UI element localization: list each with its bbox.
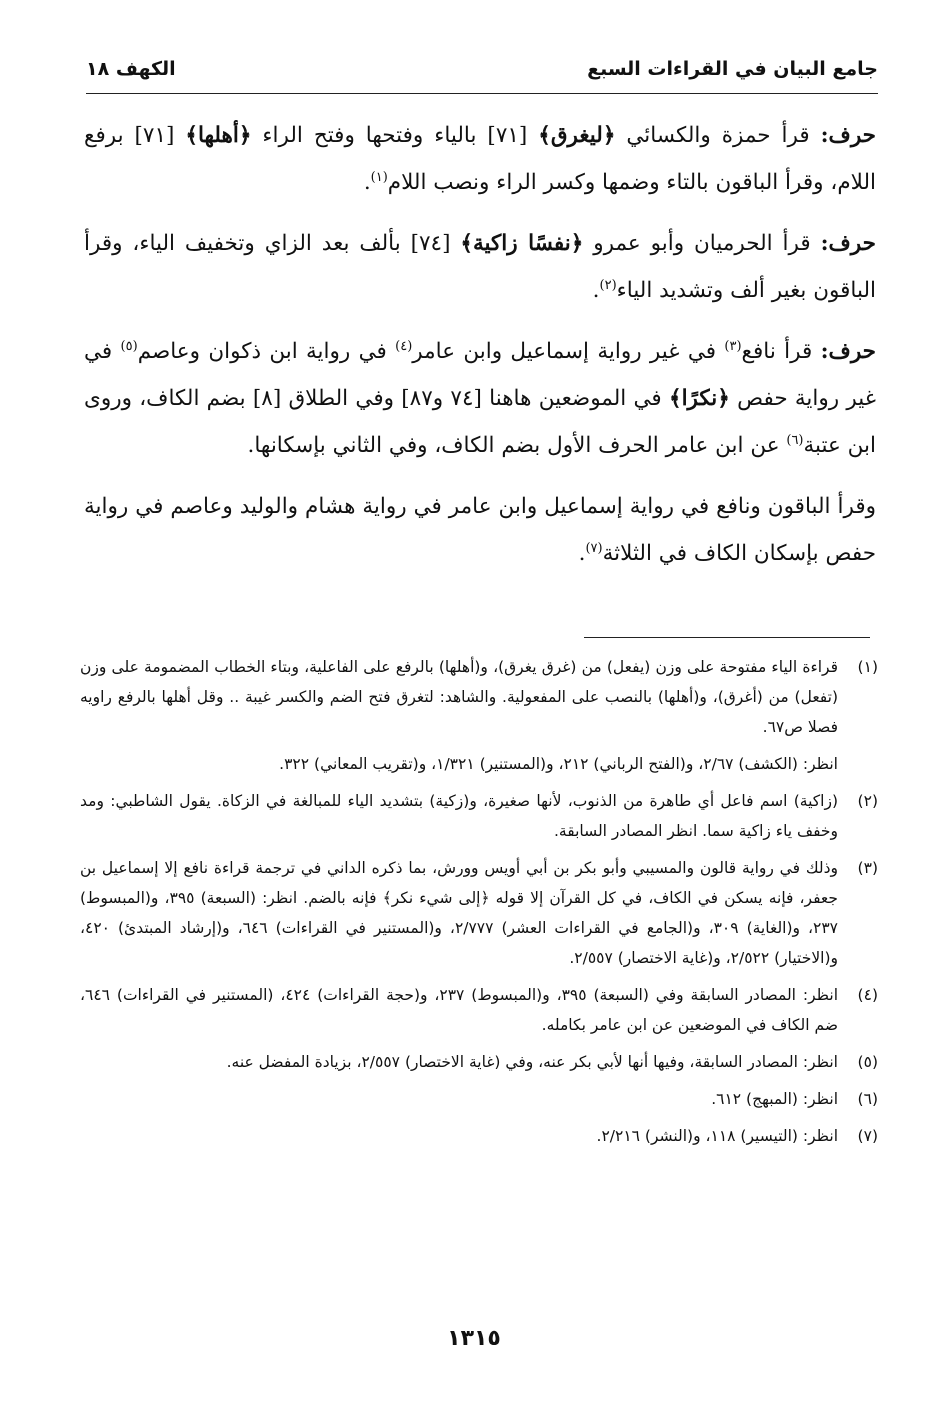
quran-word: ﴿ليغرق﴾ [538, 123, 616, 148]
book-title: جامع البيان في القراءات السبع [587, 58, 878, 80]
footnote-number: (٥) [857, 1053, 878, 1071]
section-label: الكهف ١٨ [86, 58, 176, 80]
footnote-text: انظر: (الكشف) ٢/٦٧، و(الفتح الرباني) ٢١٢، و(المستنير) ١/٣٢١، و(تقريب المعاني) ٣٢٢. [279, 755, 838, 773]
running-header [86, 52, 878, 92]
text-run: . [363, 170, 371, 195]
quran-word: ﴿نفسًا زاكية﴾ [460, 231, 584, 256]
harf-label: حرف: [820, 339, 876, 364]
footnote-text: انظر: (التيسير) ١١٨، و(النشر) ٢/٢١٦. [596, 1127, 838, 1145]
footnotes [80, 652, 878, 1158]
harf-label: حرف: [820, 231, 876, 256]
footnote-ref: (٣) [724, 338, 742, 354]
quran-word: ﴿نكرًا﴾ [668, 386, 730, 411]
footnote-text: (زاكية) اسم فاعل أي طاهرة من الذنوب، لأنها صغيرة، و(زكية) بتشديد الياء للمبالغة في الزكاة. يقول الشاطبي: ومد وخفف ياء زاكية سما. انظر المصادر السابقة. [80, 792, 838, 840]
text-run: قرأ نافع [741, 339, 821, 364]
paragraph [84, 220, 876, 314]
text-run: [٧١] بالياء وفتحها وفتح الراء [251, 123, 539, 148]
text-run: عن ابن عامر الحرف الأول بضم الكاف، وفي الثاني بإسكانها. [247, 433, 787, 458]
footnote [80, 652, 878, 742]
footnote [80, 853, 878, 973]
footnote-number: (٧) [857, 1127, 878, 1145]
page-number: ١٣١٥ [447, 1326, 501, 1351]
footnote-number: (٦) [857, 1090, 878, 1108]
text-run: . [578, 541, 586, 566]
text-run: [٧١] برفع اللام، وقرأ الباقون بالتاء وضمها وكسر الراء ونصب اللام [84, 123, 876, 195]
paragraph [84, 483, 876, 577]
footnote [80, 1047, 878, 1077]
footnote-number: (٢) [857, 792, 878, 810]
footnote-ref: (٥) [120, 338, 138, 354]
footnote-number: (٤) [857, 986, 878, 1004]
footnote-text: انظر: المصادر السابقة وفي (السبعة) ٣٩٥، و(المبسوط) ٢٣٧، و(حجة القراءات) ٤٢٤، (المستنير في القراءات) ٦٤٦، ضم الكاف في الموضعين عن ابن عامر بكامله. [80, 986, 838, 1034]
footnote-number: (١) [857, 658, 878, 676]
quran-word: ﴿أهلها﴾ [185, 123, 252, 148]
footnote [80, 1084, 878, 1114]
footnote [80, 1121, 878, 1151]
text-run: في رواية ابن ذكوان وعاصم [137, 339, 396, 364]
harf-label: حرف: [820, 123, 876, 148]
text-run: [٧٤] بألف بعد الزاي وتخفيف الياء، وقرأ الباقون بغير ألف وتشديد الياء [84, 231, 876, 303]
footnote [80, 749, 878, 779]
footnote-ref: (٧) [585, 540, 603, 556]
text-run: وقرأ الباقون ونافع في رواية إسماعيل وابن عامر في رواية هشام والوليد وعاصم في رواية حفص بإسكان الكاف في الثلاثة [84, 494, 876, 566]
text-run: قرأ الحرميان وأبو عمرو [583, 231, 821, 256]
footnote [80, 786, 878, 846]
text-run: قرأ حمزة والكسائي [615, 123, 821, 148]
paragraph [84, 112, 876, 206]
footnote-ref: (١) [370, 169, 388, 185]
header-divider [86, 93, 878, 94]
text-run: في الموضعين هاهنا [٧٤ و٨٧] وفي الطلاق [٨] بضم الكاف، وروى ابن عتبة [84, 386, 876, 458]
main-text [84, 112, 876, 591]
text-run: في غير رواية إسماعيل وابن عامر [412, 339, 725, 364]
footnote-text: انظر: المصادر السابقة، وفيها أنها لأبي بكر عنه، وفي (غاية الاختصار) ٢/٥٥٧، بزيادة المفضل عنه. [226, 1053, 838, 1071]
footnote-text: قراءة الياء مفتوحة على وزن (يفعل) من (غرق يغرق)، و(أهلها) بالرفع على الفاعلية، وبتاء الخطاب المضمومة على وزن (تفعل) من (أغرق)، و(أهلها) بالنصب على المفعولية. والشاهد: لتغرق فتح الضم والكسر غيبة .. وقل أهلها بالرفع راويه فصلا ص٦٧. [80, 658, 838, 736]
footnote-ref: (٦) [786, 432, 804, 448]
paragraph [84, 328, 876, 469]
footnote-divider [584, 637, 870, 638]
footnote-ref: (٤) [395, 338, 413, 354]
footnote-text: وذلك في رواية قالون والمسيبي وأبو بكر بن أبي أويس وورش، بما ذكره الداني في ترجمة قراءة نافع إلا إسماعيل بن جعفر، فإنه يسكن في الكاف، في كل القرآن إلا قوله ﴿إلى شيء نكر﴾ فإنه بالضم. انظر: (السبعة) ٣٩٥، و(المبسوط) ٢٣٧، و(الغاية) ٣٠٩، و(الجامع في القراءات العشر) ٢/٧٧٧، و(المستنير في القراءات) ٦٤٦، و(إرشاد المبتدئ) ٤٢٠، و(الاختيار) ٢/٥٢٢، و(غاية الاختصار) ٢/٥٥٧. [80, 859, 839, 967]
footnote-number: (٣) [857, 859, 878, 877]
text-run: . [592, 278, 600, 303]
footnote-text: انظر: (المبهج) ٦١٢. [711, 1090, 838, 1108]
text-run: في غير رواية حفص [84, 339, 877, 411]
footnote-ref: (٢) [599, 277, 617, 293]
footnote [80, 980, 878, 1040]
